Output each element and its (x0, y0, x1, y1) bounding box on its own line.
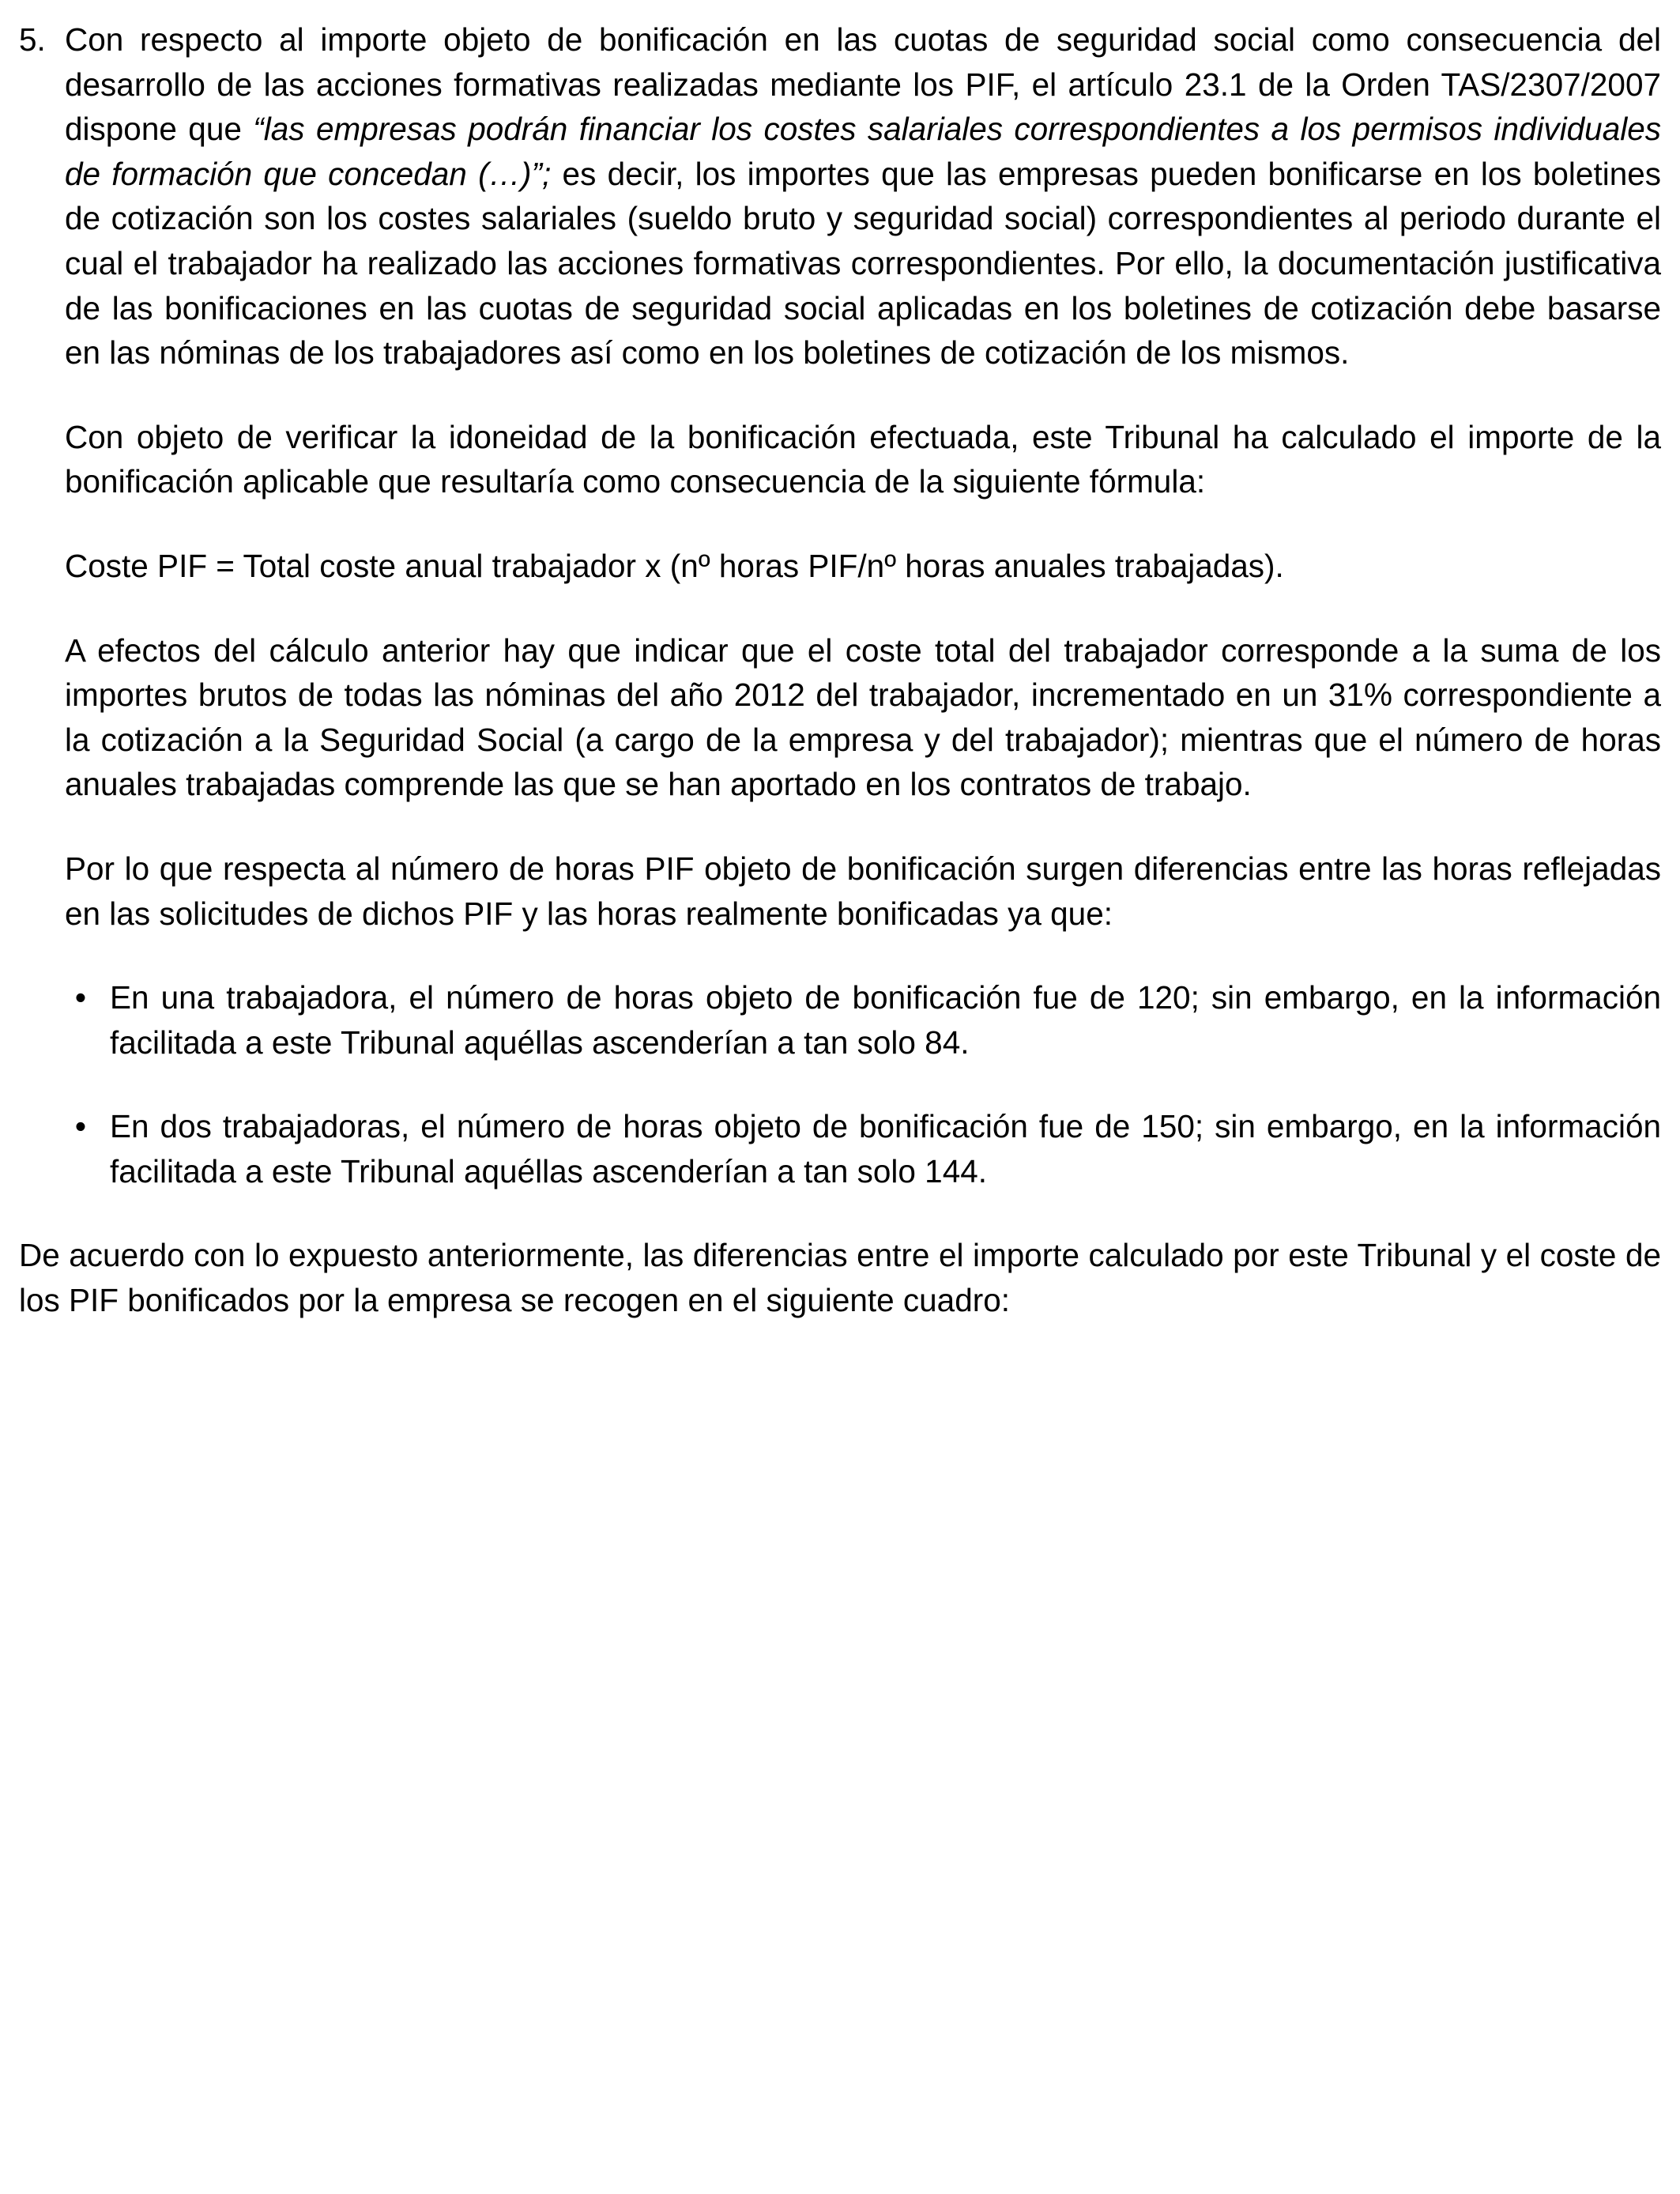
list-number: 5. (19, 21, 46, 58)
bullet-item (19, 1104, 1661, 1193)
document-page (19, 17, 1661, 1323)
bullet-item (19, 975, 1661, 1065)
point-5-intro: Con respecto al importe objeto de bonificación en las cuotas de seguridad social como consecuencia del desarrollo de las acciones formativas realizadas mediante los PIF, el artículo 23.1 de la Orden TAS/2307/2007 dispone que (65, 21, 1661, 148)
formula-line: Coste PIF = Total coste anual trabajador x (nº horas PIF/nº horas anuales trabajadas). (65, 547, 1284, 584)
paragraph-horas: Por lo que respecta al número de horas PIF objeto de bonificación surgen diferencias entre las horas reflejadas en las solicitudes de dichos PIF y las horas realmente bonificadas ya que: (65, 850, 1661, 932)
paragraph-objeto: Con objeto de verificar la idoneidad de la bonificación efectuada, este Tribunal ha calculado el importe de la bonificación aplicable que resultaría como consecuencia de la siguiente fórmula: (65, 418, 1661, 500)
legal-quote: “las empresas podrán financiar los costes salariales correspondientes a los permisos individuales de formación que concedan (…)”; (65, 111, 1662, 192)
paragraph-efectos: A efectos del cálculo anterior hay que indicar que el coste total del trabajador corresponde a la suma de los importes brutos de todas las nóminas del año 2012 del trabajador, incrementado en un 31% correspondiente a la cotización a la Seguridad Social (a cargo de la empresa y del trabajador); mientras que el número de horas anuales trabajadas comprende las que se han aportado en los contratos de trabajo. (65, 631, 1661, 803)
point-5-rest: es decir, los importes que las empresas pueden bonificarse en los boletines de cotización son los costes salariales (sueldo bruto y seguridad social) correspondientes al periodo durante el cual el trabajador ha realizado las acciones formativas correspondientes. Por ello, la documentación justificativa de las bonificaciones en las cuotas de seguridad social aplicadas en los boletines de cotización debe basarse en las nóminas de los trabajadores así como en los boletines de cotización de los mismos. (65, 155, 1661, 371)
bullet-icon: • (74, 1108, 87, 1145)
bullet-icon: • (74, 979, 87, 1016)
paragraph-point-5 (19, 17, 1661, 375)
bullet-text: En una trabajadora, el número de horas objeto de bonificación fue de 120; sin embargo, en la información facilitada a este Tribunal aquéllas ascenderían a tan solo 84. (110, 979, 1661, 1061)
bullet-text: En dos trabajadoras, el número de horas objeto de bonificación fue de 150; sin embargo, en la información facilitada a este Tribunal aquéllas ascenderían a tan solo 144. (110, 1108, 1661, 1189)
paragraph-final: De acuerdo con lo expuesto anteriormente, las diferencias entre el importe calculado por este Tribunal y el coste de los PIF bonificados por la empresa se recogen en el siguiente cuadro: (19, 1237, 1661, 1319)
